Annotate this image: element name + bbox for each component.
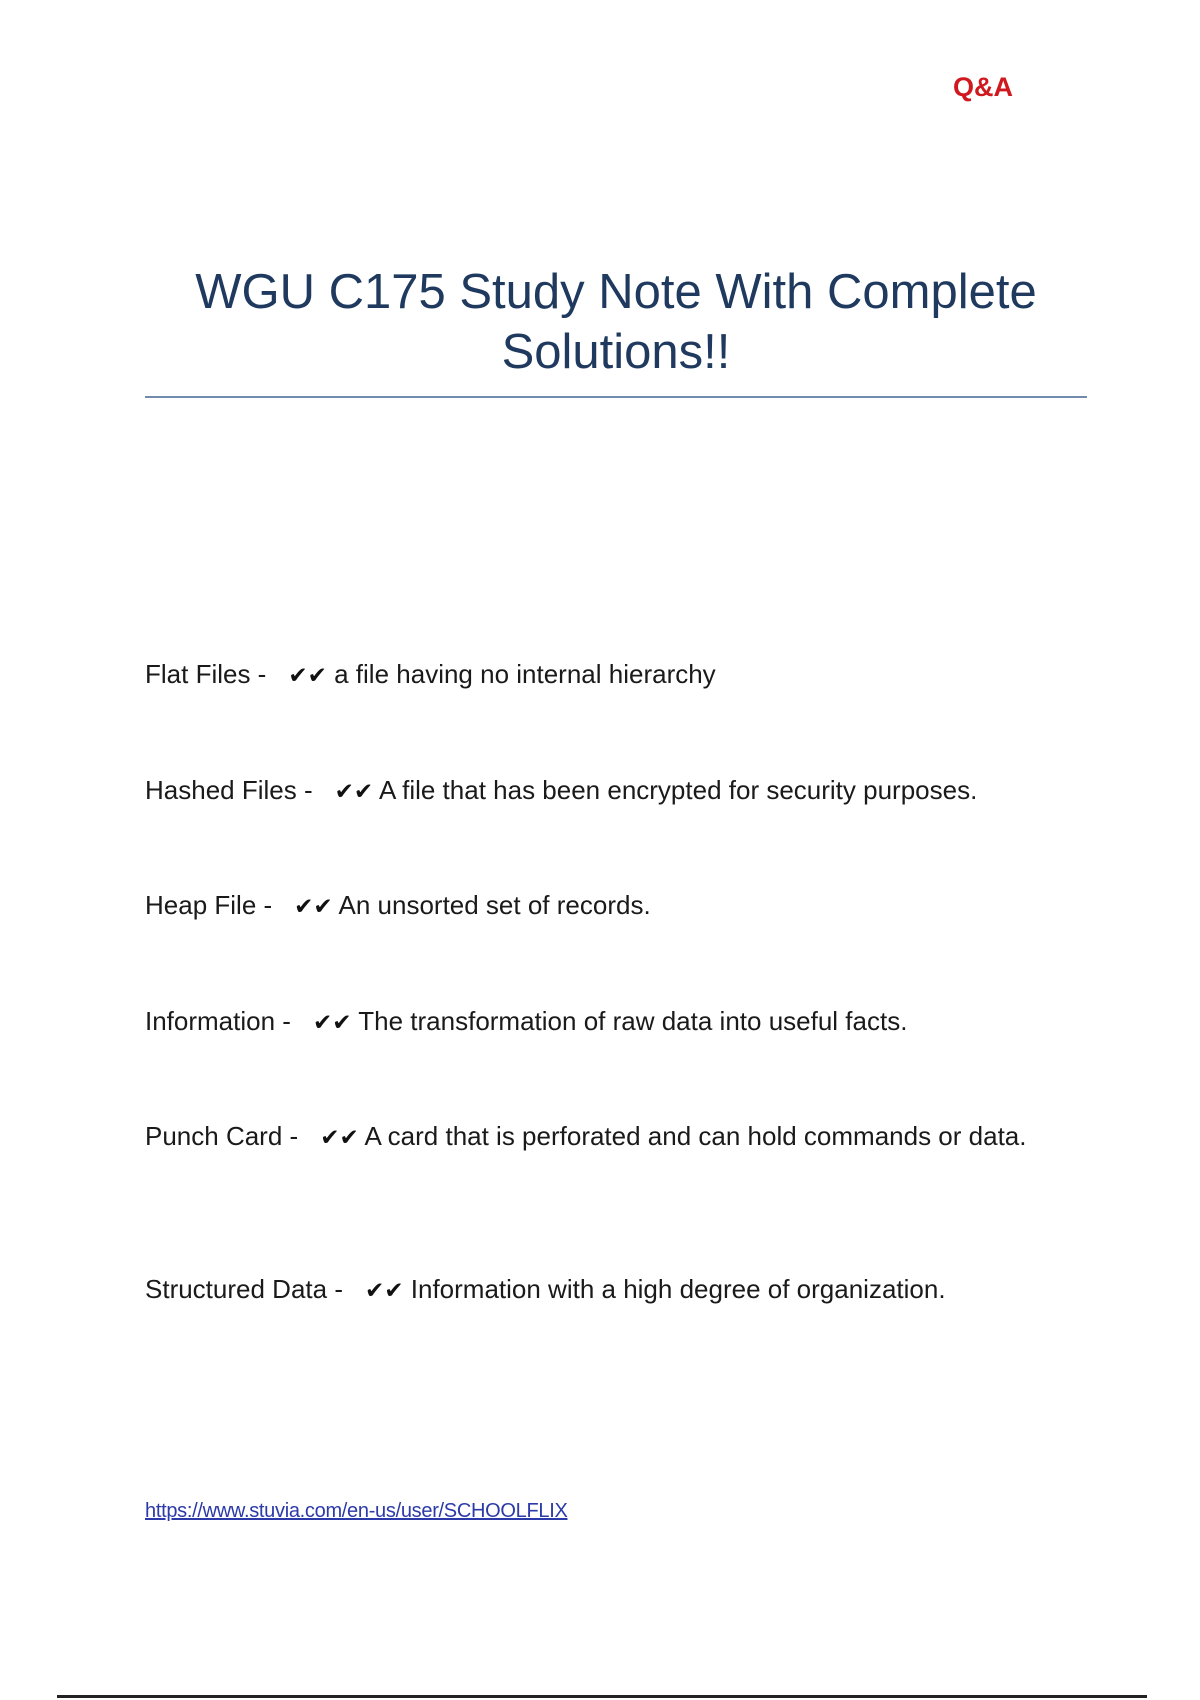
entry-definition: a file having no internal hierarchy xyxy=(334,659,716,689)
qa-entry xyxy=(145,886,651,926)
double-check-icon: ✔✔ xyxy=(334,779,374,805)
page-title: WGU C175 Study Note With Complete Solutions!! xyxy=(195,265,1037,379)
double-check-icon: ✔✔ xyxy=(294,894,333,920)
entry-definition: A card that is perforated and can hold commands or data. xyxy=(364,1121,1027,1151)
entry-definition: A file that has been encrypted for security purposes. xyxy=(378,775,978,805)
entry-definition: Information with a high degree of organization. xyxy=(410,1274,946,1304)
qa-entry xyxy=(145,771,977,811)
footer-divider xyxy=(57,1695,1147,1698)
double-check-icon: ✔✔ xyxy=(364,1278,404,1304)
entry-term: Punch Card - xyxy=(145,1121,299,1151)
entry-term: Heap File - xyxy=(145,890,273,920)
double-check-icon: ✔✔ xyxy=(288,663,327,689)
entry-term: Flat Files - xyxy=(145,659,267,689)
entry-definition: The transformation of raw data into useful facts. xyxy=(358,1006,908,1036)
title-divider xyxy=(145,396,1087,398)
entry-definition: An unsorted set of records. xyxy=(338,890,651,920)
qa-entry xyxy=(145,655,716,695)
qa-entry xyxy=(145,1002,907,1042)
qa-tag: Q&A xyxy=(953,72,1013,102)
double-check-icon: ✔✔ xyxy=(312,1010,352,1036)
entry-term: Hashed Files - xyxy=(145,775,313,805)
qa-entry xyxy=(145,1117,1065,1157)
double-check-icon: ✔✔ xyxy=(320,1125,359,1151)
source-link[interactable]: https://www.stuvia.com/en-us/user/SCHOOLFLIX xyxy=(145,1500,568,1522)
title-block xyxy=(145,262,1087,382)
qa-entry xyxy=(145,1270,946,1310)
entry-term: Structured Data - xyxy=(145,1274,343,1304)
entry-term: Information - xyxy=(145,1006,291,1036)
